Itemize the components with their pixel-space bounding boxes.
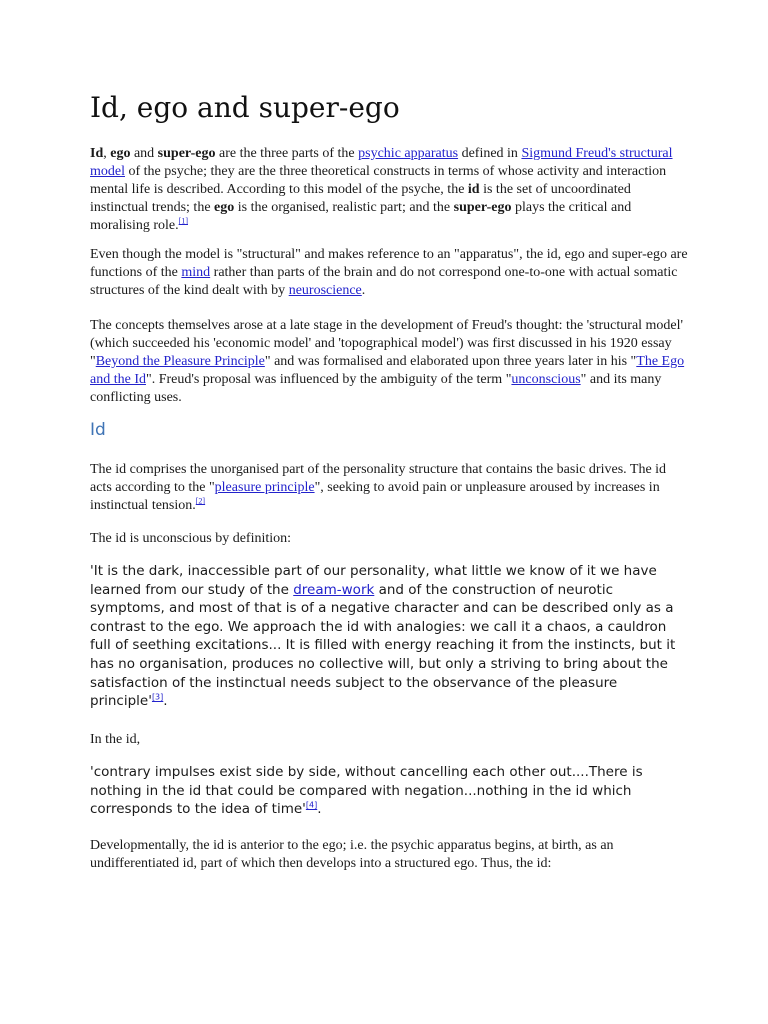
link-mind[interactable]: mind [181,265,211,280]
text-span: is the set of uncoordinated instinctual trends; the [90,182,631,215]
text-span: rather than parts of the brain and do not correspond one-to-one with actual somatic structures of the kind dealt with by [90,265,678,298]
reference-3-link[interactable]: [3] [151,692,164,702]
text-span: ", seeking to avoid pain or unpleasure aroused by increases in instinctual tension. [90,480,660,513]
text-span: . [361,283,366,298]
freud-quote-2 [90,763,690,819]
text-span: . [317,801,322,818]
text-span: " and was formalised and elaborated upon three years later in his " [264,354,637,369]
term-ego: ego [110,146,131,161]
model-paragraph [90,246,690,300]
text-span: 'contrary impulses exist side by side, without cancelling each other out....There is nothing in the id that could be compared with negation...nothing in the id which corresponds to the idea of time' [90,764,643,818]
term-ego-2: ego [214,200,235,215]
intro-paragraph [90,145,690,235]
text-span: ". Freud's proposal was influenced by the ambiguity of the term " [145,372,512,387]
term-id: Id [90,146,104,161]
link-pleasure-principle[interactable]: pleasure principle [214,480,315,495]
history-paragraph [90,317,690,407]
term-superego: super-ego [157,146,216,161]
link-beyond-pleasure-principle[interactable]: Beyond the Pleasure Principle [95,354,265,369]
text-span: and [130,146,158,161]
reference-4-link[interactable]: [4] [305,800,318,810]
text-span: The concepts themselves arose at a late stage in the development of Freud's thought: the 'structural model' (which succeeded his 'economic model' and 'topographical model') was first discussed in his 1920 essay " [90,318,684,369]
text-span: Even though the model is "structural" and makes reference to an "apparatus", the id, ego and super-ego are functions of the [90,247,688,280]
text-span: " and its many conflicting uses. [90,372,662,405]
in-the-id-paragraph: In the id, [90,732,141,747]
article-title: Id, ego and super-ego [90,91,400,124]
section-heading-id: Id [90,420,106,440]
link-unconscious[interactable]: unconscious [511,372,581,387]
text-span: and of the construction of neurotic symptoms, and most of that is of a negative character and can be described only as a contrast to the ego. We approach the id with analogies: we call it a chaos, a cauldron full of seething excitations... It is filled with energy reaching it from the instincts, but it has no organisation, produces no collective will, but only a striving to bring about the satisfaction of the instinctual needs subject to the observance of the pleasure principle' [90,581,676,710]
text-span: . [163,693,168,710]
reference-1-link[interactable]: [1] [178,216,188,226]
unconscious-paragraph: The id is unconscious by definition: [90,531,292,546]
link-ego-and-id[interactable]: The Ego and the Id [90,354,685,387]
link-psychic-apparatus[interactable]: psychic apparatus [358,146,459,161]
text-span: defined in [458,146,522,161]
link-freud-structural-model[interactable]: Sigmund Freud's structural model [90,146,673,179]
text-span: are the three parts of the [215,146,359,161]
term-superego-2: super-ego [453,200,512,215]
reference-2-link[interactable]: [2] [195,496,206,506]
term-id-2: id [467,182,480,197]
text-span: , [103,146,111,161]
freud-quote-1 [90,562,690,711]
text-span: plays the critical and moralising role. [90,200,632,233]
link-dream-work[interactable]: dream-work [293,581,375,598]
text-span: is the organised, realistic part; and the [234,200,454,215]
development-paragraph: Developmentally, the id is anterior to the ego; i.e. the psychic apparatus begins, at birth, as an undifferentiated id, part of which then develops into a structured ego. Thus, the id: [90,838,614,871]
text-span: of the psyche; they are the three theoretical constructs in terms of whose activity and interaction mental life is described. According to this model of the psyche, the [90,164,667,197]
text-span: The id comprises the unorganised part of the personality structure that contains the basic drives. The id acts according to the " [90,462,667,495]
id-definition-paragraph [90,461,690,515]
link-neuroscience[interactable]: neuroscience [288,283,362,298]
text-span: 'It is the dark, inaccessible part of our personality, what little we know of it we have learned from our study of the [90,563,657,598]
